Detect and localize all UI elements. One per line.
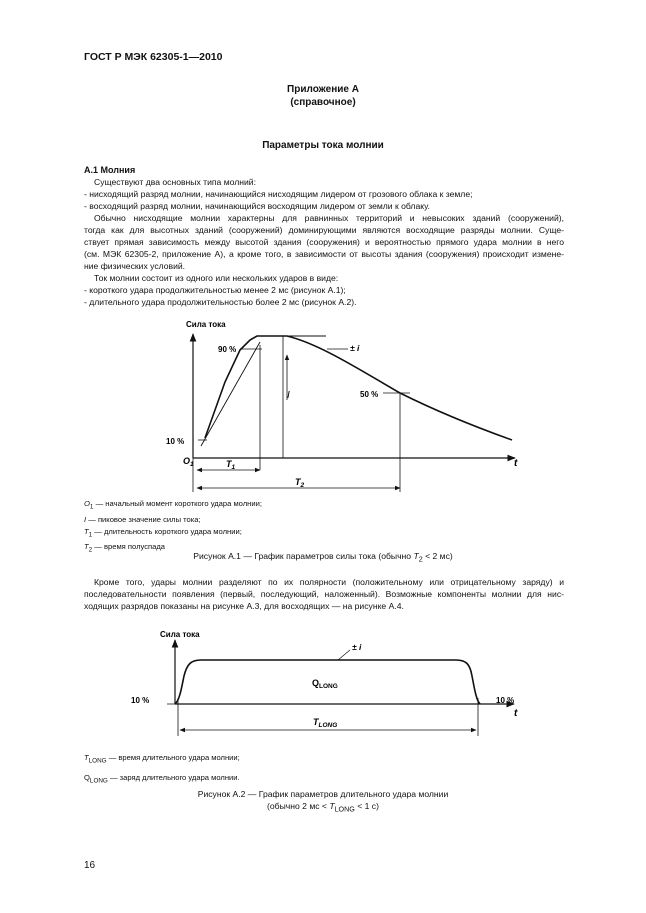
x-axis-label: t (514, 458, 518, 469)
main-title: Параметры тока молнии (262, 140, 384, 151)
level-10-label: 10 % (166, 437, 185, 446)
front-line (201, 342, 260, 446)
peak-current-label: I (287, 390, 290, 401)
legend-item: $T_1$ — длительность короткого удара молнии; (84, 526, 242, 539)
paragraph-line: Обычно нисходящие молнии характерны для равнинных территорий и невысоких зданий (сооружений), (94, 213, 564, 223)
figure-1-graph (0, 310, 646, 495)
annex-subtitle: (справочное) (290, 97, 356, 108)
paragraph-line: (см. МЭК 62305-2, приложение А), а кроме того, в зависимости от высоты здания (сооружения) происходит измене- (84, 249, 564, 259)
level-right-label: 10 % (496, 696, 515, 705)
list-item: - восходящий разряд молнии, начинающийся восходящим лидером от земли к облаку. (84, 201, 430, 211)
legend-item: $O_1$ — начальный момент короткого удара молнии; (84, 499, 262, 511)
legend-item: $T_{LONG}$ — время длительного удара молнии; (84, 753, 240, 765)
paragraph-line: ствует прямая зависимость между высотой здания (сооружения) и вероятностью прямого удара молнии в него (84, 237, 564, 247)
curve-label: ± i (350, 343, 360, 353)
t2-label: $T_2$ (295, 477, 305, 489)
legend-item: I — пиковое значение силы тока; (84, 514, 201, 524)
document-code: ГОСТ Р МЭК 62305-1—2010 (84, 51, 223, 63)
paragraph-line: тогда как для высотных зданий (сооружений) доминирующими являются восходящие разряды молнии. Суще- (84, 225, 564, 235)
figure-1-legend (84, 498, 262, 557)
list-item: - короткого удара продолжительностью менее 2 мс (рисунок А.1); (84, 285, 346, 295)
legend-item: $Q_{LONG}$ — заряд длительного удара молнии. (84, 772, 240, 785)
paragraph-line: ние физических условий. (84, 261, 186, 271)
annex-title: Приложение А (287, 84, 359, 95)
t1-label: $T_1$ (226, 459, 236, 471)
section-title: А.1 Молния (84, 165, 136, 175)
curve-label: ± i (352, 642, 362, 652)
x-axis-label: t (514, 708, 518, 719)
figure-2-caption-line-2: (обычно 2 мс < $T_{LONG} < 1$ с) (267, 801, 379, 814)
y-axis-label: Сила тока (186, 320, 226, 329)
paragraph-line: ходящих разрядов показаны на рисунке А.3, для восходящих — на рисунке А.4. (84, 601, 404, 611)
figure-2-graph (0, 622, 646, 748)
long-stroke-curve (175, 660, 480, 704)
level-left-label: 10 % (131, 696, 150, 705)
legend-item: $T_2$ — время полуспада (84, 542, 166, 554)
y-axis-label: Сила тока (160, 630, 200, 639)
figure-1-caption: Рисунок А.1 — График параметров силы тока (обычно $T_2 < 2$ мс) (193, 551, 453, 564)
paragraph: Ток молнии состоит из одного или нескольких ударов в виде: (94, 273, 339, 283)
paragraph: Существуют два основных типа молний: (94, 177, 256, 187)
figure-2-legend (84, 752, 240, 787)
origin-label: $O_1$ (183, 456, 194, 468)
t-long-label: $T_{LONG}$ (313, 717, 338, 729)
level-50-label: 50 % (360, 390, 379, 399)
level-90-label: 90 % (218, 345, 237, 354)
list-item: - длительного удара продолжительностью более 2 мс (рисунок А.2). (84, 297, 357, 307)
list-item: - нисходящий разряд молнии, начинающийся нисходящим лидером от грозового облака к земле; (84, 189, 473, 199)
paragraph-line: Кроме того, удары молнии разделяют по их полярности (положительному или отрицательному заряду) и (94, 577, 564, 587)
q-long-label: $Q_{LONG}$ (312, 678, 338, 690)
paragraph-line: последовательности появления (первый, последующий, наложенный). Возможные компоненты молнии для нис- (84, 589, 564, 599)
curve-label-leader (338, 650, 350, 660)
figure-2-caption-line-1: Рисунок А.2 — График параметров длительного удара молнии (197, 789, 449, 799)
page-number: 16 (84, 860, 96, 871)
